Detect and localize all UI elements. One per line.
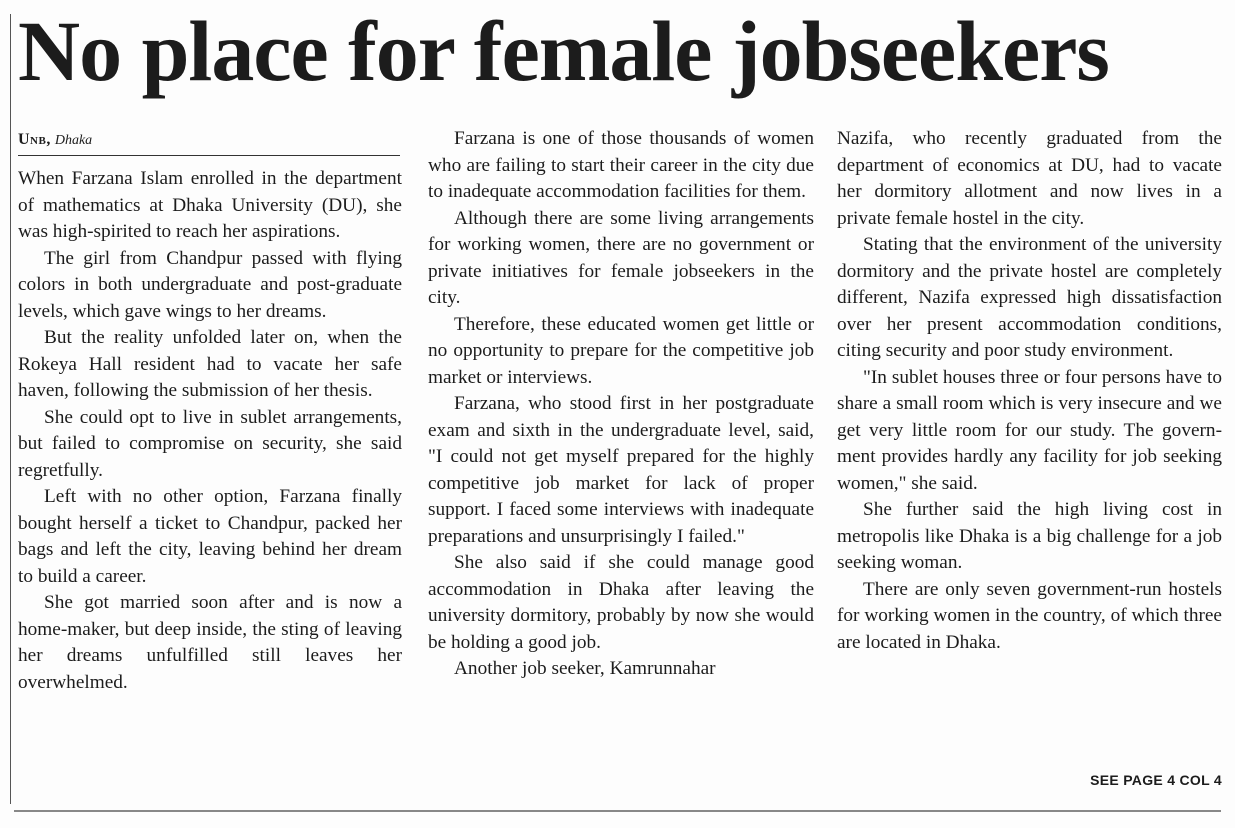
paragraph: The girl from Chandpur passed with flying colors in both undergraduate and post-graduate levels, which gave wings to her dreams. — [18, 247, 402, 322]
paragraph: Although there are some living arrangements for working women, there are no government or private initiatives for female jobseekers in the city. — [428, 207, 814, 308]
byline — [18, 130, 400, 156]
paragraph: Left with no other option, Farzana finally bought herself a ticket to Chandpur, packed her bags and left the city, leaving behind her dream to build a career. — [18, 486, 402, 587]
article-column-2 — [428, 126, 814, 683]
paragraph: But the reality unfolded later on, when the Rokeya Hall resident had to vacate her safe haven, following the submission of her thesis. — [18, 327, 402, 401]
paragraph: She got married soon after and is now a home-maker, but deep inside, the sting of leaving her dreams unfulfilled still leaves her overwhelmed. — [18, 592, 402, 693]
left-column-rule — [10, 14, 11, 804]
paragraph: Another job seeker, Kamrunnahar — [454, 658, 716, 679]
paragraph: Nazifa, who recently graduated from the department of economics at DU, had to vacate her dormitory allotment and now lives in a private female hostel in the city. — [837, 128, 1222, 229]
article-column-1 — [18, 166, 402, 696]
article-column-3 — [837, 126, 1222, 656]
paragraph: There are only seven government-run hostels for working women in the country, of which three are located in Dhaka. — [837, 578, 1222, 653]
paragraph: Therefore, these educated women get little or no opportunity to prepare for the competitive job market or interviews. — [428, 313, 814, 388]
paragraph: She also said if she could manage good accommodation in Dhaka after leaving the university dormitory, probably by now she would be holding a good job. — [428, 552, 814, 653]
headline: No place for female jobseekers — [18, 3, 1109, 99]
byline-place: Dhaka — [54, 133, 93, 148]
paragraph: She further said the high living cost in metropolis like Dhaka is a big challenge for a job seeking woman. — [837, 499, 1222, 573]
bottom-rule — [14, 810, 1221, 812]
byline-agency: Unb, — [18, 131, 51, 148]
paragraph: "In sublet houses three or four persons have to share a small room which is very insecure and we get very little room for our study. The government provides hardly any facility for job seeking women," she said. — [837, 366, 1222, 494]
paragraph: Farzana is one of those thousands of women who are failing to start their career in the city due to inadequate accommodation facilities for them. — [428, 128, 814, 202]
paragraph: When Farzana Islam enrolled in the department of mathematics at Dhaka University (DU), she was high-spirited to reach her aspirations. — [18, 168, 402, 242]
paragraph: She could opt to live in sublet arrangements, but failed to compromise on security, she said regretfully. — [18, 406, 402, 481]
continuation-jump-line: SEE PAGE 4 COL 4 — [1090, 772, 1222, 788]
paragraph: Farzana, who stood first in her postgraduate exam and sixth in the undergraduate level, said, "I could not get myself prepared for the highly competitive job market for lack of proper support. I faced some interviews with inadequate preparations and unsurprisingly I failed." — [428, 393, 814, 547]
paragraph: Stating that the environment of the university dormitory and the private hostel are completely different, Nazifa expressed high dissatisfaction over her present accommodation conditions, citing security and poor study environment. — [837, 234, 1222, 361]
